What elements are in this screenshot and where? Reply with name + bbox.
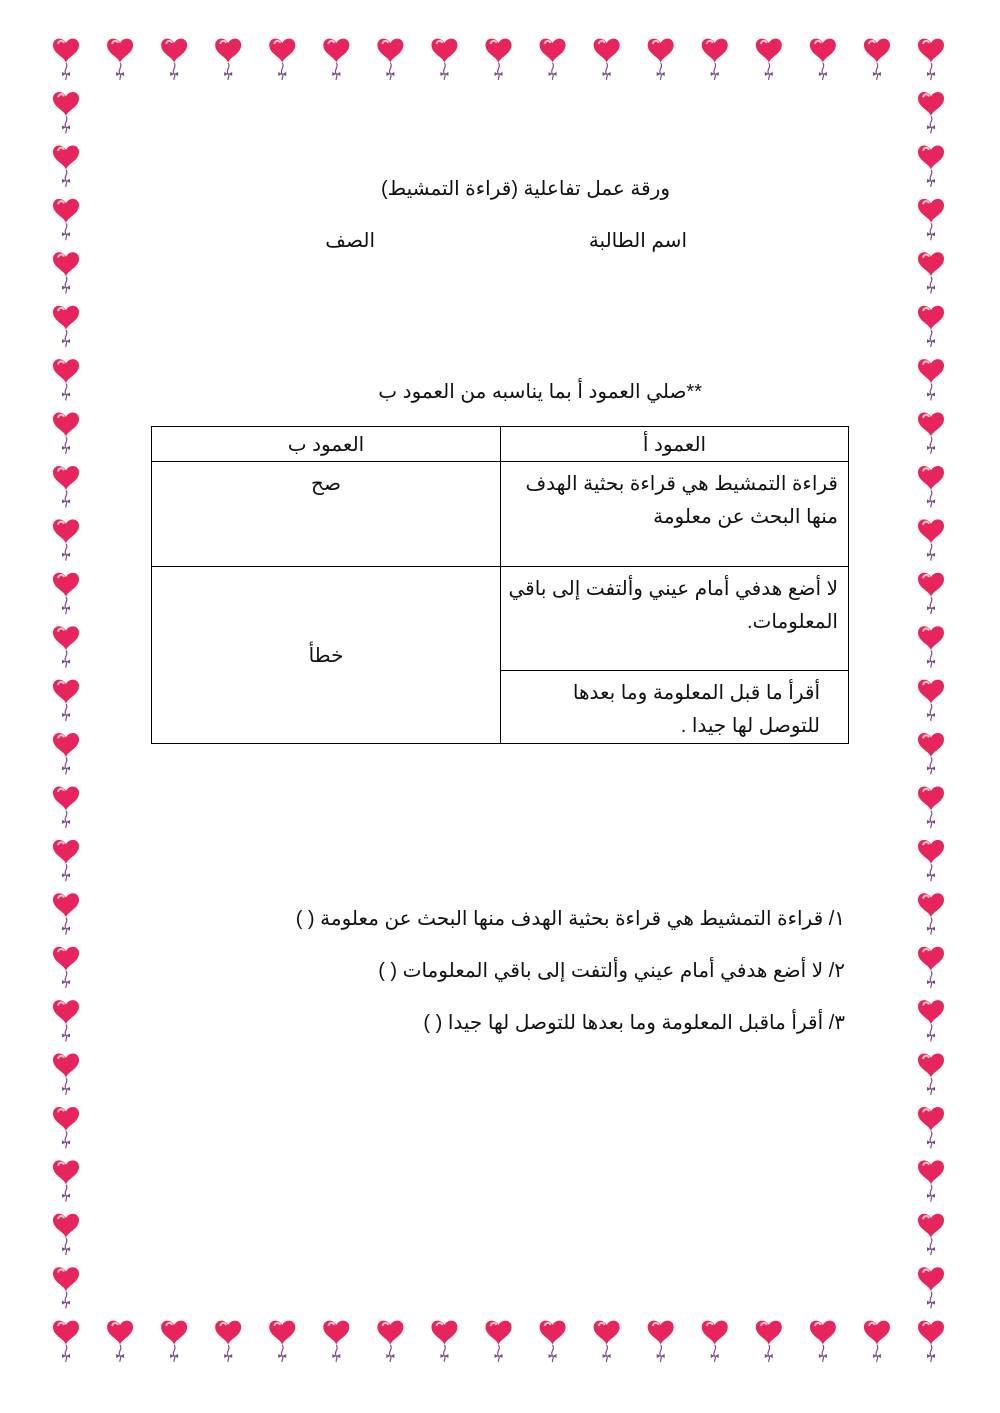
heart-balloon-icon (756, 39, 782, 80)
heart-balloon-icon (431, 1321, 457, 1362)
column-a-header: العمود أ (501, 427, 849, 462)
heart-balloon-icon (864, 1321, 890, 1362)
heart-balloon-icon (918, 893, 944, 934)
heart-balloon-icon (53, 840, 79, 881)
heart-balloon-icon (918, 413, 944, 454)
heart-balloon-icon (53, 947, 79, 988)
heart-balloon-icon (918, 519, 944, 560)
heart-balloon-icon (594, 39, 620, 80)
heart-balloon-icon (53, 786, 79, 827)
heart-balloon-icon (53, 680, 79, 721)
heart-balloon-icon (53, 39, 79, 80)
heart-balloon-icon (53, 1160, 79, 1201)
heart-balloon-icon (918, 1107, 944, 1148)
heart-balloon-icon (215, 1321, 241, 1362)
heart-balloon-icon (53, 1054, 79, 1095)
true-false-question: ٢/ لا أضع هدفي أمام عيني وألتفت إلى باقي المعلومات ( ) (378, 960, 845, 982)
heart-balloon-icon (918, 786, 944, 827)
heart-balloon-icon (918, 1267, 944, 1308)
heart-balloon-icon (53, 1321, 79, 1362)
heart-balloon-icon (918, 733, 944, 774)
heart-balloon-icon (377, 1321, 403, 1362)
student-name-label: اسم الطالبة (588, 230, 687, 252)
heart-balloon-icon (107, 39, 133, 80)
heart-balloon-icon (702, 39, 728, 80)
heart-balloon-icon (540, 1321, 566, 1362)
heart-balloon-icon (918, 359, 944, 400)
column-b-item[interactable]: صح (152, 462, 501, 567)
heart-balloon-icon (53, 893, 79, 934)
heart-balloon-icon (269, 1321, 295, 1362)
heart-balloon-icon (431, 39, 457, 80)
heart-balloon-icon (53, 519, 79, 560)
true-false-question: ١/ قراءة التمشيط هي قراءة بحثية الهدف منها البحث عن معلومة ( ) (295, 908, 845, 930)
column-b-header: العمود ب (152, 427, 501, 462)
heart-balloon-icon (918, 947, 944, 988)
heart-balloon-icon (918, 1000, 944, 1041)
heart-balloon-icon (918, 39, 944, 80)
heart-balloon-icon (918, 680, 944, 721)
heart-balloon-icon (53, 413, 79, 454)
heart-balloon-icon (53, 573, 79, 614)
heart-balloon-icon (53, 1214, 79, 1255)
heart-balloon-icon (756, 1321, 782, 1362)
heart-balloon-icon (53, 1000, 79, 1041)
matching-instruction: **صلي العمود أ بما يناسبه من العمود ب (378, 381, 702, 403)
heart-balloon-icon (53, 626, 79, 667)
heart-balloon-icon (594, 1321, 620, 1362)
table-row (152, 567, 849, 671)
heart-balloon-icon (53, 145, 79, 186)
heart-balloon-icon (107, 1321, 133, 1362)
heart-balloon-icon (918, 1160, 944, 1201)
heart-balloon-icon (702, 1321, 728, 1362)
matching-table (151, 426, 849, 744)
heart-balloon-icon (648, 1321, 674, 1362)
heart-balloon-icon (810, 1321, 836, 1362)
heart-balloon-icon (53, 1267, 79, 1308)
column-a-item[interactable]: لا أضع هدفي أمام عيني وألتفت إلى باقي المعلومات. (501, 567, 849, 671)
class-label: الصف (325, 230, 375, 252)
heart-balloon-icon (323, 1321, 349, 1362)
heart-balloon-icon (918, 145, 944, 186)
heart-balloon-icon (918, 306, 944, 347)
heart-balloon-icon (53, 466, 79, 507)
heart-balloon-icon (53, 359, 79, 400)
heart-balloon-icon (918, 252, 944, 293)
heart-balloon-icon (486, 1321, 512, 1362)
heart-balloon-icon (161, 39, 187, 80)
heart-balloon-icon (53, 199, 79, 240)
true-false-question: ٣/ أقرأ ماقبل المعلومة وما بعدها للتوصل لها جيدا ( ) (423, 1012, 845, 1034)
heart-balloon-icon (864, 39, 890, 80)
heart-balloon-icon (53, 1107, 79, 1148)
heart-balloon-icon (810, 39, 836, 80)
heart-balloon-icon (269, 39, 295, 80)
heart-balloon-icon (918, 573, 944, 614)
table-row (152, 462, 849, 567)
heart-balloon-icon (918, 1321, 944, 1362)
heart-balloon-icon (377, 39, 403, 80)
column-a-item[interactable]: قراءة التمشيط هي قراءة بحثية الهدف منها البحث عن معلومة (501, 462, 849, 567)
heart-balloon-icon (486, 39, 512, 80)
table-header-row (152, 427, 849, 462)
heart-balloon-icon (648, 39, 674, 80)
column-b-item[interactable]: خطأ (152, 567, 501, 744)
page-title: ورقة عمل تفاعلية (قراءة التمشيط) (380, 178, 670, 200)
heart-balloon-icon (918, 466, 944, 507)
heart-balloon-icon (53, 733, 79, 774)
heart-balloon-icon (918, 626, 944, 667)
heart-balloon-icon (918, 1054, 944, 1095)
heart-balloon-icon (918, 1214, 944, 1255)
heart-balloon-icon (53, 252, 79, 293)
heart-balloon-icon (215, 39, 241, 80)
heart-balloon-icon (918, 840, 944, 881)
heart-balloon-icon (53, 306, 79, 347)
heart-balloon-icon (918, 92, 944, 133)
heart-balloon-icon (323, 39, 349, 80)
heart-balloon-icon (161, 1321, 187, 1362)
column-a-item[interactable]: أقرأ ما قبل المعلومة وما بعدها للتوصل لها جيدا . (501, 671, 849, 744)
heart-balloon-icon (540, 39, 566, 80)
heart-balloon-icon (918, 199, 944, 240)
heart-balloon-icon (53, 92, 79, 133)
